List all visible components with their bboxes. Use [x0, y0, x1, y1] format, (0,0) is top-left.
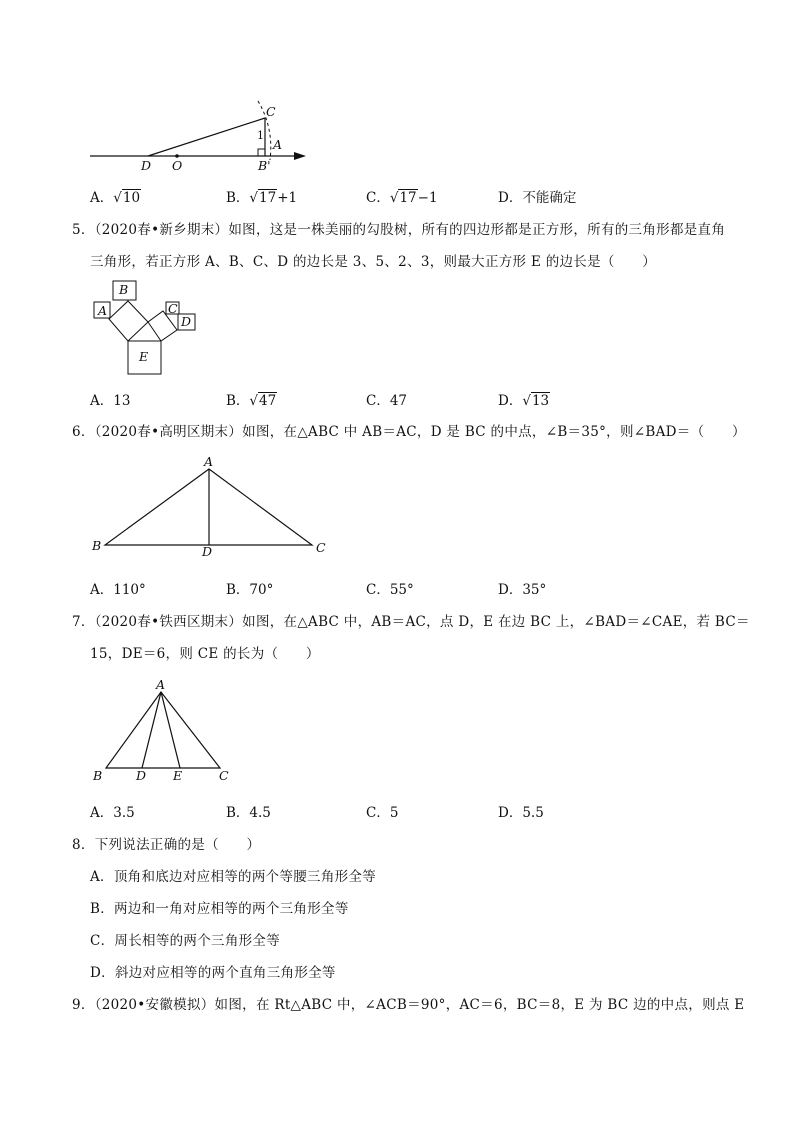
q4-label-o: O	[172, 158, 183, 173]
q6-stem-line1: 6．（2020春•高明区期末）如图，在△ABC 中 AB＝AC，D 是 BC 的中点，∠B＝35°，则∠BAD＝（ ）	[72, 424, 746, 440]
q4-option-d[interactable]: D．不能确定	[498, 190, 577, 206]
q6-option-a[interactable]: A．110°	[90, 582, 146, 598]
q6-option-b[interactable]: B．70°	[226, 582, 274, 598]
q7-label-d: D	[136, 768, 147, 783]
q6-label-a: A	[204, 454, 214, 469]
q6-option-d[interactable]: D．35°	[498, 582, 547, 598]
q7-option-b[interactable]: B．4.5	[226, 805, 271, 821]
q7-option-d[interactable]: D．5.5	[498, 805, 544, 821]
q7-stem-line2: 15，DE＝6，则 CE 的长为（ ）	[90, 646, 320, 662]
q7-label-c: C	[219, 768, 229, 783]
q7-label-b: B	[93, 768, 103, 783]
q8-option-c[interactable]: C．周长相等的两个三角形全等	[90, 933, 281, 949]
q7-label-e: E	[173, 768, 183, 783]
q6-label-c: C	[316, 540, 326, 555]
sqrt-symbol: √17	[389, 190, 417, 206]
q4-label-d: D	[141, 158, 152, 173]
q5-label-c: C	[168, 301, 178, 316]
q6-option-c[interactable]: C．55°	[366, 582, 414, 598]
q5-label-e: E	[139, 349, 149, 364]
q8-option-b[interactable]: B．两边和一角对应相等的两个三角形全等	[90, 901, 349, 917]
q5-label-b: B	[119, 282, 129, 297]
q8-option-d[interactable]: D．斜边对应相等的两个直角三角形全等	[90, 965, 336, 981]
q5-label-d: D	[181, 314, 192, 329]
q5-option-c[interactable]: C．47	[366, 393, 408, 409]
q5-option-a[interactable]: A．13	[90, 393, 131, 409]
q5-stem-line1: 5．（2020春•新乡期末）如图，这是一株美丽的勾股树，所有的四边形都是正方形，所有的三角形都是直角	[72, 222, 726, 238]
sqrt-symbol: √10	[113, 190, 141, 206]
q4-option-a[interactable]: A．√10	[90, 190, 141, 206]
q5-option-b[interactable]: B．√47	[226, 393, 277, 409]
q6-label-d: D	[202, 544, 213, 559]
q8-stem-line1: 8．下列说法正确的是（ ）	[72, 837, 261, 853]
sqrt-symbol: √17	[249, 190, 277, 206]
q4-label-a: A	[273, 137, 283, 152]
q5-label-a: A	[98, 303, 108, 318]
segment-ad	[142, 692, 161, 768]
q4-label-1: 1	[257, 129, 264, 142]
q6-label-b: B	[92, 538, 102, 553]
triangle-abc	[106, 692, 220, 768]
q7-option-c[interactable]: C．5	[366, 805, 399, 821]
q7-option-a[interactable]: A．3.5	[90, 805, 135, 821]
q4-option-c[interactable]: C．√17−1	[366, 190, 438, 206]
q4-label-c: C	[266, 104, 276, 119]
q8-option-a[interactable]: A．顶角和底边对应相等的两个等腰三角形全等	[90, 869, 377, 885]
q7-label-a: A	[156, 677, 166, 692]
sqrt-symbol: √47	[249, 393, 277, 409]
sqrt-symbol: √13	[522, 393, 550, 409]
q5-option-d[interactable]: D．√13	[498, 393, 550, 409]
q7-stem-line1: 7．（2020春•铁西区期末）如图，在△ABC 中，AB＝AC，点 D，E 在边 BC 上，∠BAD＝∠CAE，若 BC＝	[72, 614, 750, 630]
q9-stem-line1: 9．（2020•安徽模拟）如图，在 Rt△ABC 中，∠ACB＝90°，AC＝6，BC＝8，E 为 BC 边的中点，则点 E	[72, 997, 745, 1013]
q5-stem-line2: 三角形，若正方形 A、B、C、D 的边长是 3、5、2、3，则最大正方形 E 的边长是（ ）	[90, 254, 657, 270]
q4-label-bprime: B'	[258, 158, 271, 173]
q4-option-b[interactable]: B．√17+1	[226, 190, 298, 206]
